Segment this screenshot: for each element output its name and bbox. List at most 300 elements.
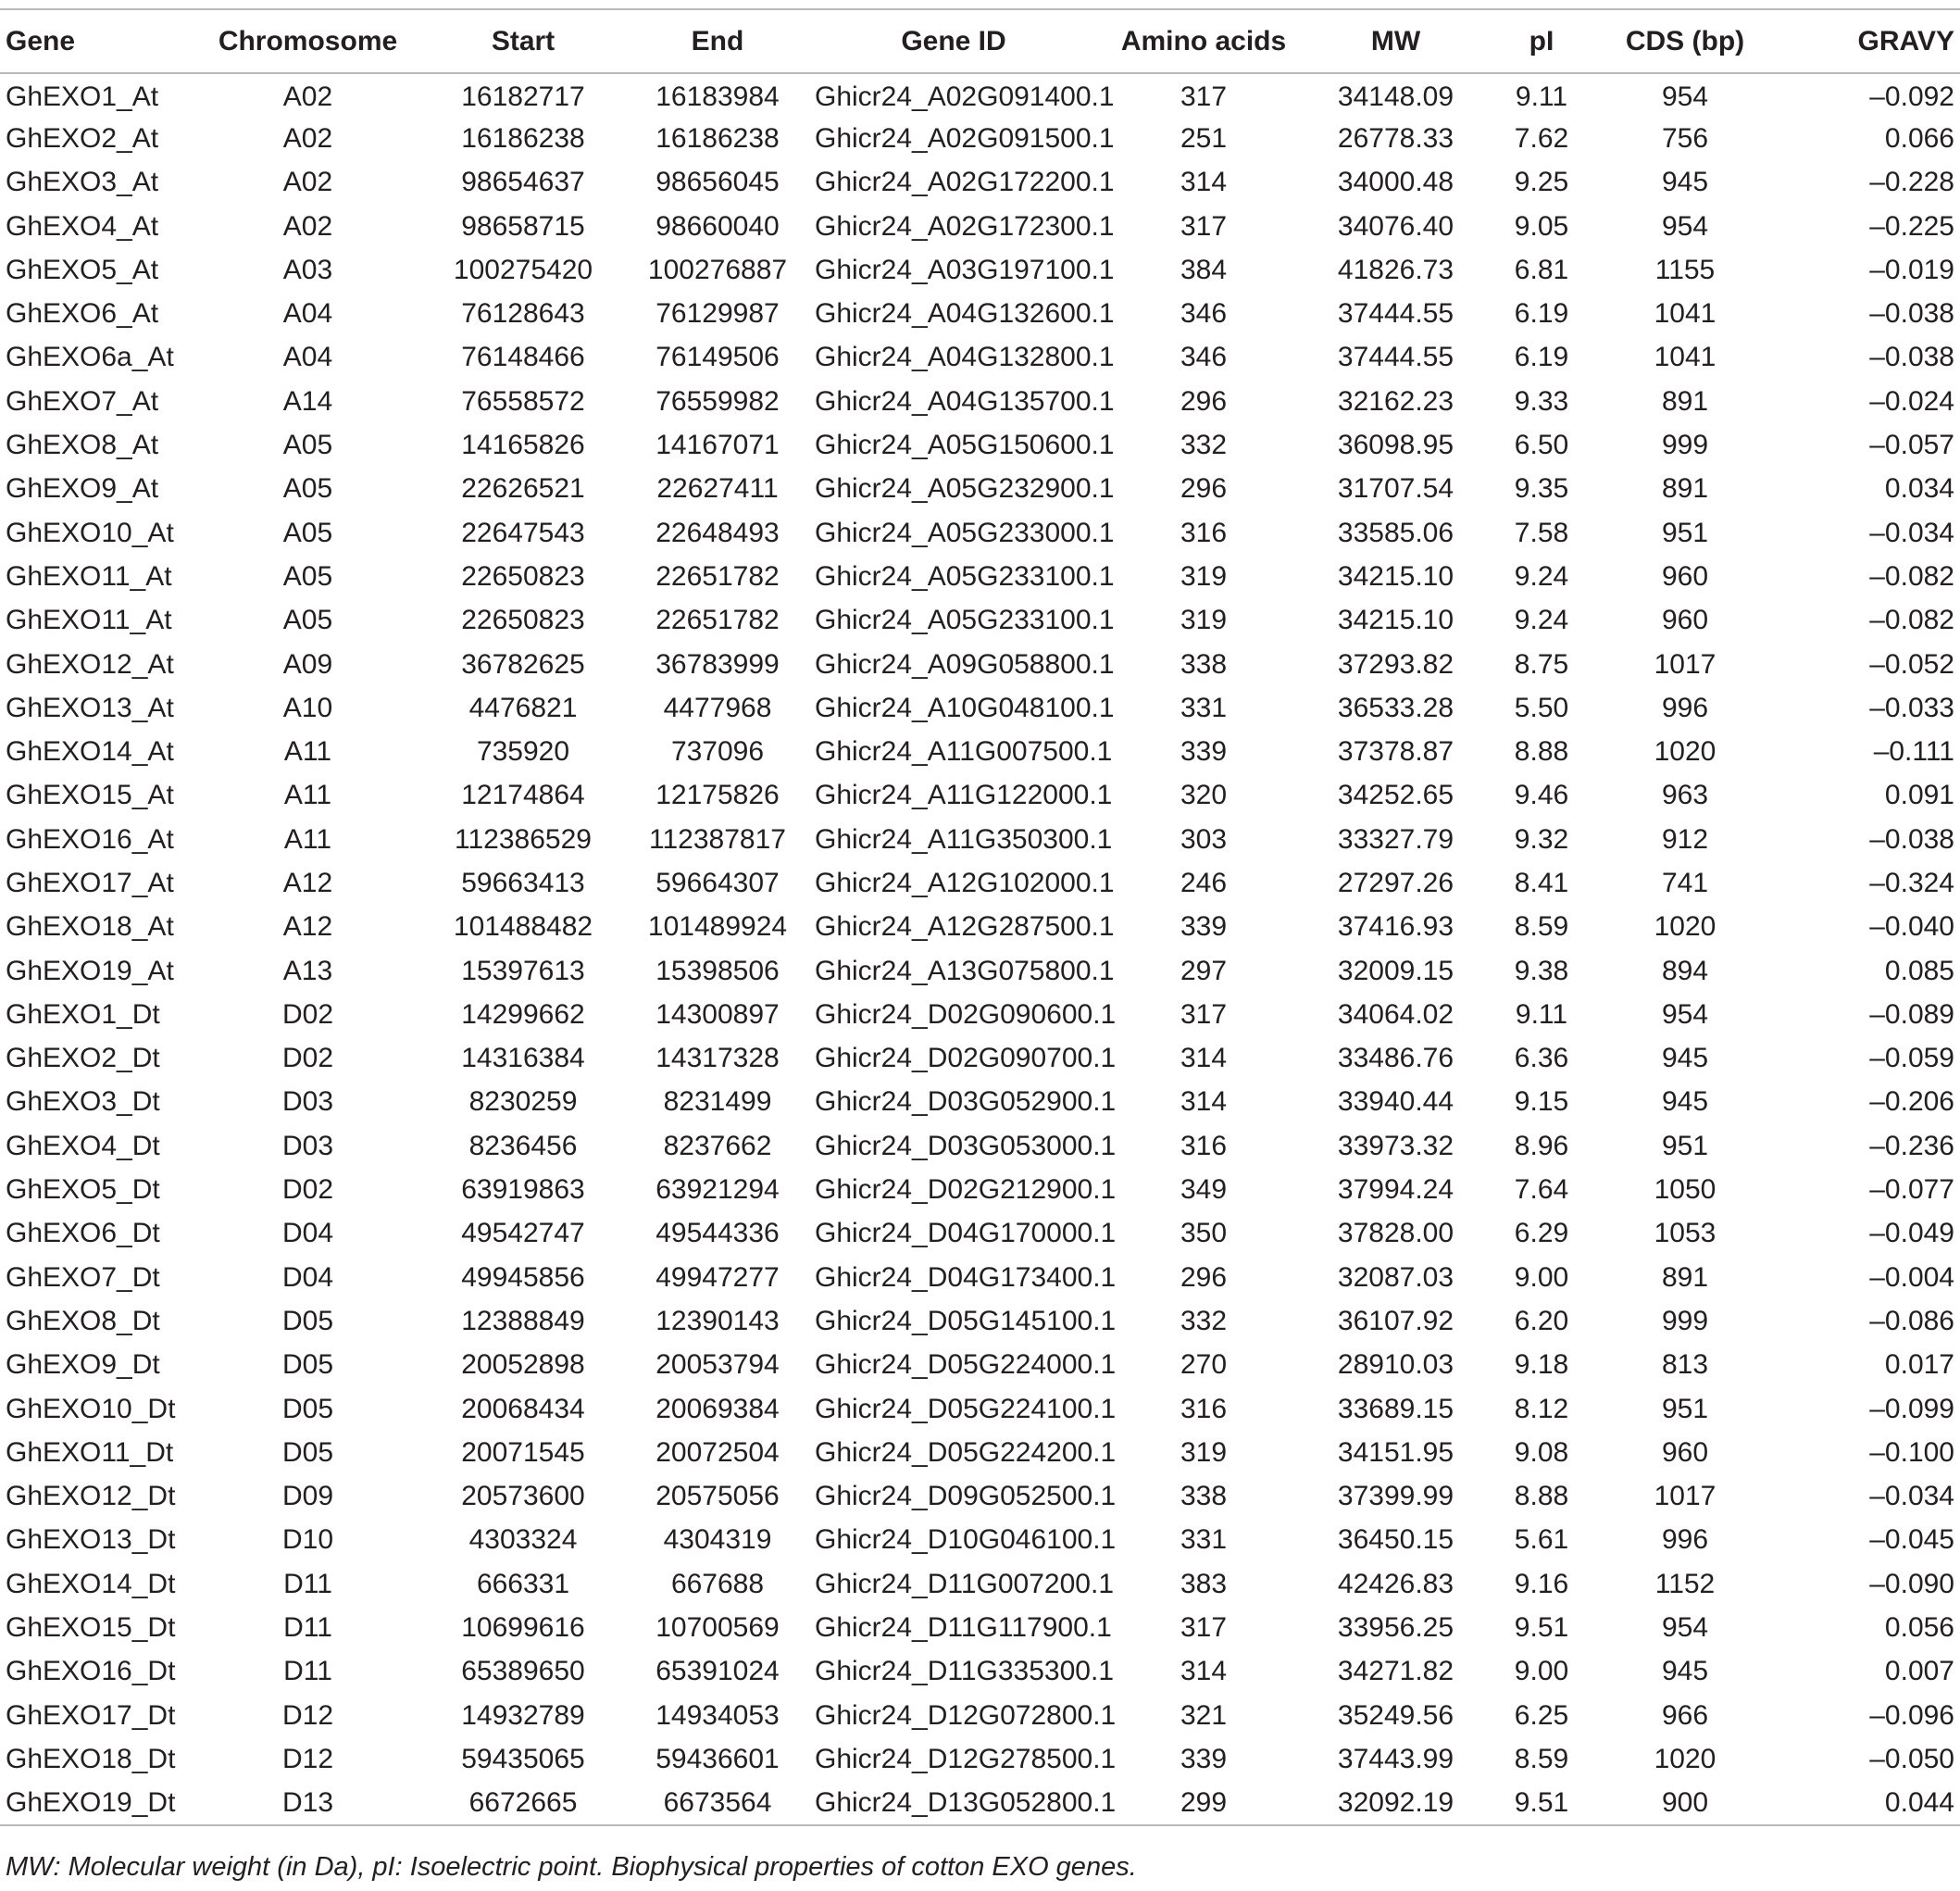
cell-cds: 945: [1661, 1656, 1709, 1687]
cell-gene: GhEXO10_At: [6, 517, 174, 548]
cell-gene-id: Ghicr24_A13G075800.1: [815, 955, 1115, 986]
cell-gene-id: Ghicr24_A05G233100.1: [815, 605, 1115, 636]
cell-gene-id: Ghicr24_A12G287500.1: [815, 911, 1115, 943]
cell-amino-acids: 350: [1180, 1218, 1228, 1249]
cell-pi: 7.58: [1514, 517, 1569, 548]
cell-end: 59664307: [655, 867, 780, 898]
cell-gravy: 0.034: [1884, 473, 1954, 505]
cell-start: 100275420: [453, 254, 593, 285]
table-row: [0, 1168, 1960, 1211]
cell-gene-id: Ghicr24_D05G224100.1: [815, 1393, 1117, 1424]
cell-chromosome: D02: [281, 1174, 334, 1206]
cell-gene: GhEXO1_Dt: [6, 998, 160, 1030]
cell-gene: GhEXO19_At: [6, 955, 174, 986]
cell-amino-acids: 251: [1180, 122, 1228, 154]
table-row: [0, 1299, 1960, 1343]
header-gene: Gene: [6, 25, 76, 56]
cell-start: 20068434: [461, 1393, 585, 1424]
cell-mw: 34000.48: [1337, 167, 1454, 198]
cell-gene: GhEXO3_At: [6, 167, 159, 198]
cell-amino-acids: 339: [1180, 736, 1228, 768]
cell-end: 14934053: [655, 1699, 780, 1731]
cell-gene: GhEXO6a_At: [6, 342, 174, 373]
cell-start: 15397613: [461, 955, 585, 986]
cell-gene-id: Ghicr24_D11G335300.1: [815, 1656, 1114, 1687]
cell-mw: 33973.32: [1337, 1130, 1454, 1161]
cell-amino-acids: 346: [1180, 342, 1228, 373]
cell-end: 22651782: [655, 605, 780, 636]
cell-chromosome: A05: [282, 605, 333, 636]
cell-gene: GhEXO4_At: [6, 210, 159, 242]
cell-gene: GhEXO2_At: [6, 122, 159, 154]
table-row: [0, 774, 1960, 818]
cell-gravy: 0.056: [1884, 1612, 1954, 1644]
cell-chromosome: A09: [282, 648, 333, 680]
cell-chromosome: A14: [282, 385, 333, 417]
cell-amino-acids: 332: [1180, 1305, 1228, 1336]
cell-gravy: –0.090: [1869, 1568, 1954, 1599]
cell-gene-id: Ghicr24_A05G233100.1: [815, 560, 1115, 592]
cell-pi: 6.19: [1514, 298, 1569, 330]
table-row: [0, 380, 1960, 423]
cell-mw: 34215.10: [1337, 560, 1454, 592]
cell-gene-id: Ghicr24_D04G170000.1: [815, 1218, 1117, 1249]
cell-chromosome: D05: [281, 1305, 334, 1336]
cell-chromosome: D11: [283, 1612, 332, 1644]
cell-pi: 8.41: [1514, 867, 1569, 898]
cell-gravy: –0.086: [1869, 1305, 1954, 1336]
cell-gravy: –0.024: [1869, 385, 1954, 417]
table-row: [0, 730, 1960, 773]
cell-gravy: –0.082: [1869, 560, 1954, 592]
cell-cds: 756: [1661, 122, 1709, 154]
cell-pi: 6.81: [1514, 254, 1569, 285]
cell-cds: 891: [1661, 473, 1709, 505]
cell-amino-acids: 346: [1180, 298, 1228, 330]
table-row: [0, 555, 1960, 598]
cell-gravy: –0.206: [1869, 1086, 1954, 1118]
cell-end: 12390143: [655, 1305, 780, 1336]
cell-mw: 32087.03: [1337, 1261, 1454, 1293]
cell-gene: GhEXO18_At: [6, 911, 174, 943]
cell-gravy: –0.324: [1869, 867, 1954, 898]
cell-cds: 945: [1661, 1043, 1709, 1074]
table-row: [0, 336, 1960, 380]
cell-chromosome: A02: [282, 210, 333, 242]
cell-start: 14165826: [461, 430, 585, 461]
cell-start: 76558572: [461, 385, 585, 417]
cell-gene-id: Ghicr24_A03G197100.1: [815, 254, 1115, 285]
cell-end: 49947277: [655, 1261, 780, 1293]
cell-pi: 9.11: [1515, 998, 1568, 1030]
cell-gene-id: Ghicr24_A05G232900.1: [815, 473, 1115, 505]
cell-cds: 996: [1661, 1524, 1709, 1556]
cell-gene: GhEXO7_At: [6, 385, 159, 417]
cell-gravy: 0.017: [1884, 1349, 1954, 1381]
table-row: [0, 1431, 1960, 1474]
cell-gravy: –0.100: [1869, 1436, 1954, 1468]
cell-gene-id: Ghicr24_D09G052500.1: [815, 1481, 1117, 1512]
cell-gravy: –0.050: [1869, 1743, 1954, 1774]
cell-start: 65389650: [461, 1656, 585, 1687]
cell-end: 20053794: [655, 1349, 780, 1381]
cell-amino-acids: 339: [1180, 911, 1228, 943]
cell-chromosome: D03: [281, 1130, 334, 1161]
table-row: [0, 1650, 1960, 1694]
table-row: [0, 1081, 1960, 1124]
cell-gravy: –0.034: [1869, 1481, 1954, 1512]
cell-end: 15398506: [655, 955, 780, 986]
cell-amino-acids: 317: [1180, 1612, 1228, 1644]
cell-chromosome: A05: [282, 473, 333, 505]
cell-start: 59663413: [461, 867, 585, 898]
cell-pi: 6.36: [1514, 1043, 1569, 1074]
cell-end: 16186238: [655, 122, 780, 154]
cell-end: 20072504: [655, 1436, 780, 1468]
cell-chromosome: D10: [281, 1524, 334, 1556]
cell-gene: GhEXO12_At: [6, 648, 174, 680]
cell-start: 20071545: [461, 1436, 585, 1468]
cell-start: 6672665: [468, 1786, 578, 1818]
cell-start: 22647543: [461, 517, 585, 548]
cell-chromosome: A10: [282, 692, 333, 723]
header-mw: MW: [1370, 25, 1421, 56]
cell-gravy: 0.085: [1884, 955, 1954, 986]
header-end: End: [691, 25, 744, 56]
cell-mw: 37994.24: [1337, 1174, 1454, 1206]
cell-start: 666331: [476, 1568, 570, 1599]
table-row: [0, 1037, 1960, 1081]
cell-amino-acids: 320: [1180, 780, 1228, 811]
cell-end: 8231499: [663, 1086, 772, 1118]
cell-amino-acids: 314: [1180, 1656, 1228, 1687]
header-row: [0, 9, 1960, 73]
table-row: [0, 205, 1960, 248]
table-row: [0, 818, 1960, 861]
cell-cds: 912: [1661, 823, 1709, 855]
cell-pi: 9.08: [1514, 1436, 1569, 1468]
cell-cds: 1155: [1654, 254, 1716, 285]
cell-end: 667688: [670, 1568, 765, 1599]
cell-amino-acids: 319: [1180, 605, 1228, 636]
cell-end: 22651782: [655, 560, 780, 592]
cell-cds: 945: [1661, 1086, 1709, 1118]
cell-cds: 951: [1661, 1130, 1709, 1161]
cell-mw: 34252.65: [1337, 780, 1454, 811]
cell-cds: 954: [1661, 1612, 1709, 1644]
cell-gene: GhEXO14_At: [6, 736, 174, 768]
cell-mw: 32092.19: [1337, 1786, 1454, 1818]
cell-amino-acids: 296: [1180, 1261, 1228, 1293]
cell-gene-id: Ghicr24_D02G212900.1: [815, 1174, 1117, 1206]
cell-mw: 33486.76: [1337, 1043, 1454, 1074]
table-row: [0, 1124, 1960, 1168]
cell-mw: 37444.55: [1337, 298, 1454, 330]
cell-chromosome: D02: [281, 1043, 334, 1074]
cell-chromosome: A05: [282, 430, 333, 461]
cell-gravy: –0.057: [1869, 430, 1954, 461]
cell-cds: 951: [1661, 517, 1709, 548]
cell-gene-id: Ghicr24_A04G135700.1: [815, 385, 1115, 417]
cell-gravy: –0.236: [1869, 1130, 1954, 1161]
cell-gene: GhEXO13_At: [6, 692, 174, 723]
table-row: [0, 1344, 1960, 1387]
cell-chromosome: D03: [281, 1086, 334, 1118]
cell-start: 98654637: [461, 167, 585, 198]
cell-gravy: –0.059: [1869, 1043, 1954, 1074]
cell-cds: 891: [1661, 1261, 1709, 1293]
cell-mw: 37444.55: [1337, 342, 1454, 373]
cell-start: 10699616: [461, 1612, 585, 1644]
cell-mw: 33585.06: [1337, 517, 1454, 548]
cell-mw: 37378.87: [1337, 736, 1454, 768]
cell-mw: 34064.02: [1337, 998, 1454, 1030]
cell-gene: GhEXO8_At: [6, 430, 159, 461]
table-row: [0, 1212, 1960, 1256]
cell-gravy: –0.077: [1869, 1174, 1954, 1206]
cell-gene-id: Ghicr24_A04G132800.1: [815, 342, 1115, 373]
table-row: [0, 949, 1960, 993]
cell-end: 4304319: [663, 1524, 772, 1556]
cell-end: 16183984: [655, 81, 780, 113]
cell-gene-id: Ghicr24_A12G102000.1: [815, 867, 1115, 898]
cell-pi: 9.51: [1514, 1786, 1569, 1818]
cell-chromosome: A11: [283, 823, 332, 855]
cell-gravy: –0.038: [1869, 342, 1954, 373]
table-body: [0, 73, 1960, 1825]
header-pi: pI: [1529, 25, 1554, 56]
cell-chromosome: D05: [281, 1436, 334, 1468]
cell-amino-acids: 331: [1180, 692, 1228, 723]
cell-gene: GhEXO2_Dt: [6, 1043, 160, 1074]
cell-amino-acids: 319: [1180, 1436, 1228, 1468]
cell-pi: 6.50: [1514, 430, 1569, 461]
cell-chromosome: D02: [281, 998, 334, 1030]
cell-cds: 900: [1661, 1786, 1709, 1818]
cell-amino-acids: 296: [1180, 385, 1228, 417]
cell-cds: 960: [1661, 1436, 1709, 1468]
cell-gene-id: Ghicr24_D11G007200.1: [815, 1568, 1114, 1599]
cell-chromosome: D04: [281, 1261, 334, 1293]
cell-gravy: –0.089: [1869, 998, 1954, 1030]
cell-gene: GhEXO8_Dt: [6, 1305, 160, 1336]
cell-gravy: –0.225: [1869, 210, 1954, 242]
cell-cds: 1152: [1654, 1568, 1716, 1599]
cell-gene-id: Ghicr24_A02G091500.1: [815, 122, 1115, 154]
cell-gene-id: Ghicr24_A09G058800.1: [815, 648, 1115, 680]
cell-pi: 9.51: [1514, 1612, 1569, 1644]
cell-cds: 960: [1661, 605, 1709, 636]
cell-amino-acids: 321: [1180, 1699, 1228, 1731]
cell-pi: 6.25: [1514, 1699, 1569, 1731]
cell-gene: GhEXO14_Dt: [6, 1568, 176, 1599]
cell-amino-acids: 338: [1180, 1481, 1228, 1512]
cell-gene: GhEXO4_Dt: [6, 1130, 160, 1161]
cell-gene-id: Ghicr24_A10G048100.1: [815, 692, 1115, 723]
cell-gravy: –0.092: [1869, 81, 1954, 113]
cell-amino-acids: 314: [1180, 1043, 1228, 1074]
cell-gene-id: Ghicr24_D03G053000.1: [815, 1130, 1117, 1161]
cell-mw: 34271.82: [1337, 1656, 1454, 1687]
cell-amino-acids: 317: [1180, 81, 1228, 113]
table-row: [0, 861, 1960, 905]
cell-gravy: –0.099: [1869, 1393, 1954, 1424]
cell-gravy: –0.019: [1869, 254, 1954, 285]
cell-chromosome: A05: [282, 517, 333, 548]
cell-gene-id: Ghicr24_A04G132600.1: [815, 298, 1115, 330]
cell-gene-id: Ghicr24_A05G233000.1: [815, 517, 1115, 548]
cell-amino-acids: 319: [1180, 560, 1228, 592]
cell-end: 12175826: [655, 780, 780, 811]
cell-mw: 34076.40: [1337, 210, 1454, 242]
cell-start: 36782625: [461, 648, 585, 680]
cell-cds: 954: [1661, 81, 1709, 113]
cell-amino-acids: 314: [1180, 167, 1228, 198]
table-row: [0, 292, 1960, 335]
cell-chromosome: A13: [282, 955, 333, 986]
cell-pi: 8.88: [1514, 736, 1569, 768]
cell-chromosome: D09: [281, 1481, 334, 1512]
cell-mw: 31707.54: [1337, 473, 1454, 505]
cell-amino-acids: 383: [1180, 1568, 1228, 1599]
cell-end: 4477968: [663, 692, 772, 723]
cell-gravy: –0.045: [1869, 1524, 1954, 1556]
cell-cds: 966: [1661, 1699, 1709, 1731]
cell-gene-id: Ghicr24_D02G090700.1: [815, 1043, 1117, 1074]
cell-pi: 9.00: [1514, 1261, 1569, 1293]
cell-chromosome: D05: [281, 1349, 334, 1381]
cell-amino-acids: 314: [1180, 1086, 1228, 1118]
cell-gravy: –0.040: [1869, 911, 1954, 943]
cell-gene-id: Ghicr24_D10G046100.1: [815, 1524, 1117, 1556]
cell-gene-id: Ghicr24_D13G052800.1: [815, 1786, 1117, 1818]
cell-start: 49945856: [461, 1261, 585, 1293]
cell-pi: 9.24: [1514, 560, 1569, 592]
cell-mw: 37293.82: [1337, 648, 1454, 680]
cell-end: 20575056: [655, 1481, 780, 1512]
cell-gene: GhEXO19_Dt: [6, 1786, 176, 1818]
cell-gravy: –0.049: [1869, 1218, 1954, 1249]
cell-amino-acids: 349: [1180, 1174, 1228, 1206]
cell-pi: 9.24: [1514, 605, 1569, 636]
cell-chromosome: A12: [282, 911, 333, 943]
cell-cds: 1017: [1654, 1481, 1717, 1512]
table-row: [0, 1256, 1960, 1299]
table-header: [0, 9, 1960, 73]
cell-mw: 36533.28: [1337, 692, 1454, 723]
cell-cds: 963: [1661, 780, 1709, 811]
cell-pi: 8.96: [1514, 1130, 1569, 1161]
cell-end: 737096: [670, 736, 765, 768]
cell-end: 112387817: [649, 823, 786, 855]
cell-mw: 26778.33: [1337, 122, 1454, 154]
cell-mw: 28910.03: [1337, 1349, 1454, 1381]
cell-end: 20069384: [655, 1393, 780, 1424]
cell-end: 65391024: [655, 1656, 780, 1687]
cell-amino-acids: 303: [1180, 823, 1228, 855]
cell-start: 12174864: [461, 780, 585, 811]
cell-start: 76148466: [461, 342, 585, 373]
cell-pi: 9.05: [1514, 210, 1569, 242]
cell-gene: GhEXO1_At: [6, 81, 159, 113]
cell-chromosome: A11: [283, 736, 332, 768]
cell-mw: 33327.79: [1337, 823, 1454, 855]
table-row: [0, 73, 1960, 117]
cell-start: 22650823: [461, 560, 585, 592]
cell-start: 59435065: [461, 1743, 585, 1774]
cell-mw: 32009.15: [1337, 955, 1454, 986]
cell-gene: GhEXO10_Dt: [6, 1393, 176, 1424]
cell-end: 49544336: [655, 1218, 780, 1249]
table-row: [0, 993, 1960, 1036]
cell-start: 112386529: [455, 823, 592, 855]
cell-end: 76129987: [655, 298, 780, 330]
cell-cds: 951: [1661, 1393, 1709, 1424]
cell-pi: 8.12: [1514, 1393, 1569, 1424]
cell-gravy: –0.082: [1869, 605, 1954, 636]
table-row: [0, 1387, 1960, 1431]
cell-gene: GhEXO16_At: [6, 823, 174, 855]
cell-gene-id: Ghicr24_D04G173400.1: [815, 1261, 1117, 1293]
cell-amino-acids: 297: [1180, 955, 1228, 986]
cell-end: 10700569: [655, 1612, 780, 1644]
cell-gene-id: Ghicr24_D12G072800.1: [815, 1699, 1117, 1731]
cell-start: 14932789: [461, 1699, 585, 1731]
cell-end: 76149506: [655, 342, 780, 373]
cell-pi: 8.75: [1514, 648, 1569, 680]
cell-end: 14167071: [655, 430, 780, 461]
cell-pi: 7.62: [1514, 122, 1569, 154]
cell-amino-acids: 270: [1180, 1349, 1228, 1381]
cell-start: 14299662: [461, 998, 585, 1030]
table-row: [0, 1562, 1960, 1606]
cell-pi: 9.32: [1514, 823, 1569, 855]
cell-gene-id: Ghicr24_A11G122000.1: [815, 780, 1113, 811]
header-gene-id: Gene ID: [901, 25, 1006, 56]
table-row: [0, 117, 1960, 160]
cell-end: 6673564: [663, 1786, 772, 1818]
cell-gene: GhEXO7_Dt: [6, 1261, 160, 1293]
cell-cds: 996: [1661, 692, 1709, 723]
cell-pi: 9.16: [1514, 1568, 1569, 1599]
cell-cds: 813: [1661, 1349, 1709, 1381]
cell-chromosome: A02: [282, 167, 333, 198]
cell-pi: 8.59: [1514, 1743, 1569, 1774]
cell-gravy: –0.038: [1869, 298, 1954, 330]
table-row: [0, 1475, 1960, 1519]
table-row: [0, 1519, 1960, 1562]
header-gravy: GRAVY: [1857, 25, 1954, 56]
cell-gravy: –0.052: [1869, 648, 1954, 680]
cell-start: 735920: [476, 736, 570, 768]
cell-amino-acids: 331: [1180, 1524, 1228, 1556]
cell-chromosome: A03: [282, 254, 333, 285]
cell-cds: 945: [1661, 167, 1709, 198]
header-chromosome: Chromosome: [218, 25, 398, 56]
cell-start: 22650823: [461, 605, 585, 636]
table-row: [0, 423, 1960, 467]
cell-start: 20052898: [461, 1349, 585, 1381]
cell-gravy: –0.228: [1869, 167, 1954, 198]
cell-amino-acids: 338: [1180, 648, 1228, 680]
cell-amino-acids: 296: [1180, 473, 1228, 505]
cell-pi: 8.88: [1514, 1481, 1569, 1512]
cell-gravy: –0.096: [1869, 1699, 1954, 1731]
cell-start: 8236456: [468, 1130, 578, 1161]
cell-gene: GhEXO9_At: [6, 473, 159, 505]
cell-mw: 33689.15: [1337, 1393, 1454, 1424]
cell-mw: 33940.44: [1337, 1086, 1454, 1118]
